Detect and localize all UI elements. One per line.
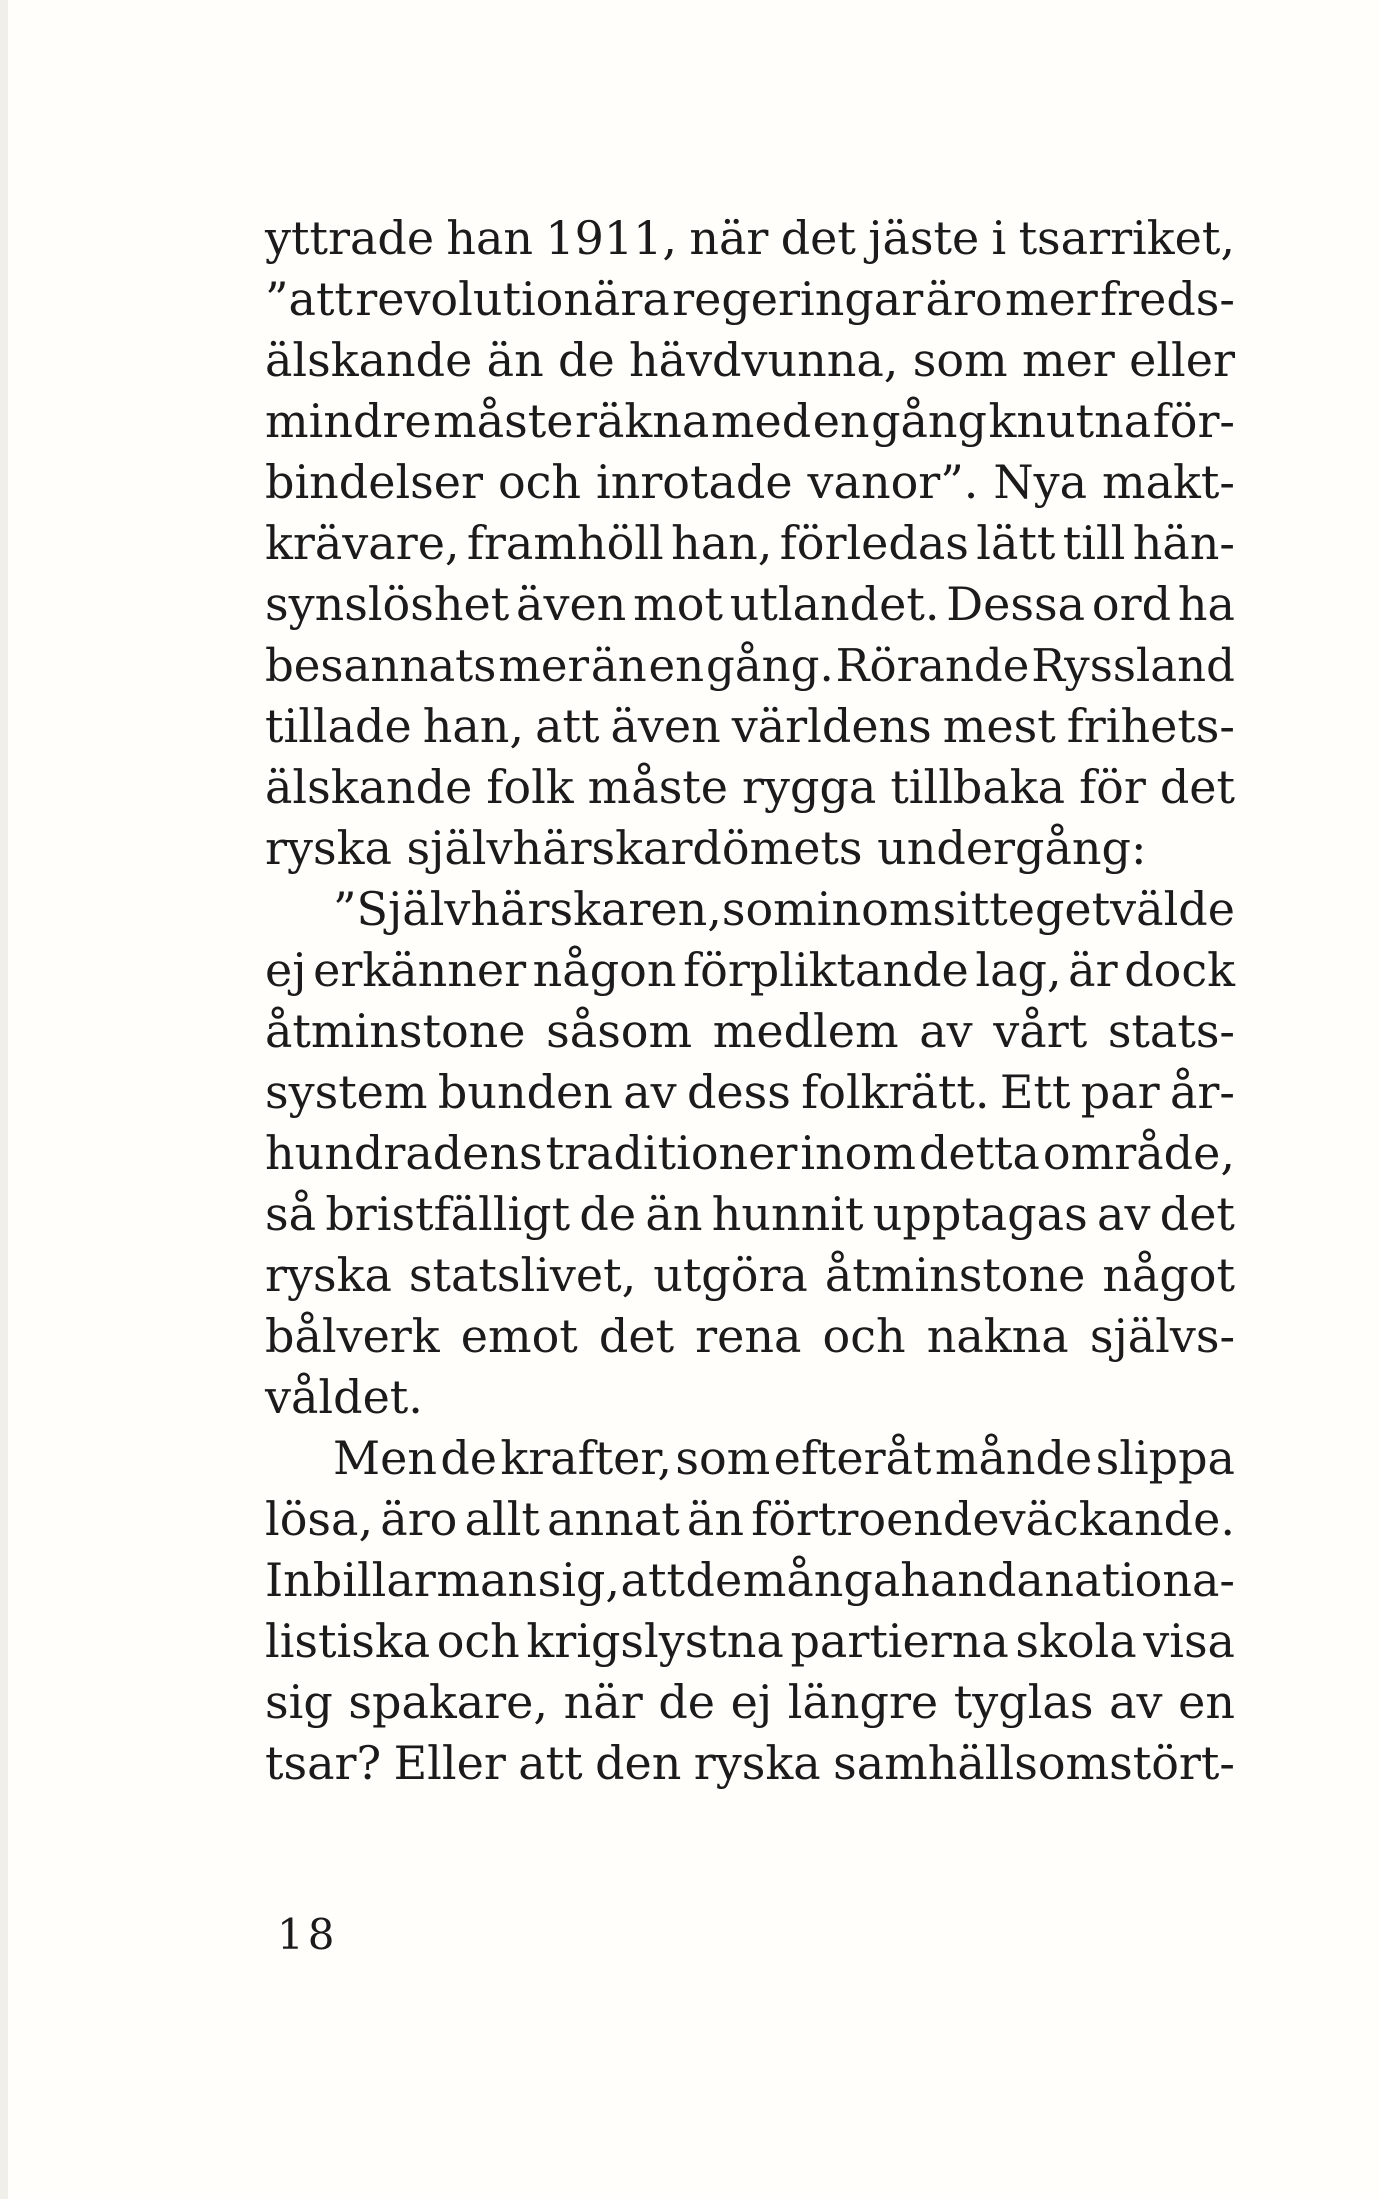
word: förledas [779,516,969,570]
word: Rörande [835,639,1030,692]
word: någon [532,943,677,997]
word: räkna [575,394,710,448]
text-line [265,1611,1235,1672]
word: medlem [712,1004,899,1058]
word: samhällsomstört- [833,1736,1235,1790]
word: synslöshet [265,577,510,631]
word: och [822,1309,906,1363]
word: av [1097,1187,1151,1241]
word: erkänner [313,943,527,997]
word: utgöra [653,1248,808,1302]
word: folkrätt. [801,1065,990,1119]
word: freds- [1100,272,1235,326]
word: som [721,882,817,936]
word: skola [1015,1614,1137,1668]
word: mer [1004,272,1098,326]
word: Inbillar [265,1553,436,1607]
word: nationa- [1044,1553,1235,1607]
word: mest [942,699,1056,753]
text-line [265,513,1235,574]
word: sig, [537,1553,620,1607]
word: Ett [999,1065,1071,1119]
text-line [265,940,1235,1001]
word: äro [925,272,1003,326]
word: världens [731,699,932,753]
word: ej [265,943,307,997]
word: gång [871,394,988,448]
word: den [595,1736,682,1790]
word: bristfälligt [325,1187,571,1241]
word: som [675,1431,771,1485]
word: till [1062,516,1126,570]
word: listiska [265,1614,431,1668]
word: det [1159,1187,1235,1241]
word: för [1079,760,1146,814]
word: en [812,394,870,448]
word: traditioner [545,1126,798,1180]
word: frihets- [1066,699,1235,753]
text-line [265,1489,1235,1550]
word: krigslystna [526,1614,784,1668]
word: statslivet, [408,1248,637,1302]
text-line [265,635,1235,696]
word: stats- [1107,1004,1235,1058]
word: system [265,1065,428,1119]
word: revolutionära [355,272,670,326]
word: nakna [926,1309,1069,1363]
word: bindelser [265,455,483,509]
word: såsom [546,1004,693,1058]
word: tyglas [953,1675,1094,1729]
word: regeringar [672,272,924,326]
word: de [558,333,615,387]
word: och [436,1614,520,1668]
word: krävare, [265,516,460,570]
text-line [265,574,1235,635]
word: bålverk [265,1309,440,1363]
word: bunden [437,1065,613,1119]
word: gång. [706,639,834,692]
word: att [535,699,600,753]
word: eller [1129,333,1235,387]
text-line [265,1245,1235,1306]
text-line [265,330,1235,391]
word: upptagas [872,1187,1088,1241]
word: förtroendeväckande. [751,1492,1235,1546]
word: vårt [993,1004,1088,1058]
word: hävdvunna, [629,333,899,387]
word: rena [695,1309,802,1363]
word: mer [498,639,590,692]
word: lag, [975,943,1062,997]
word: mindre [265,394,432,448]
word: ”Självhärskaren, [333,882,722,936]
word: folk [486,760,574,814]
word: lösa, [265,1492,374,1546]
word: ryska [265,1248,392,1302]
word: knutna [988,394,1152,448]
text-line [265,1062,1235,1123]
word: mångahanda [742,1553,1044,1607]
text-line: våldet. [265,1370,423,1424]
word: år- [1170,1065,1235,1119]
word: det [1159,760,1235,814]
word: man [436,1553,538,1607]
word: välde [1110,882,1235,936]
text-line [265,452,1235,513]
text-line [265,1184,1235,1245]
word: sig [265,1675,333,1729]
word: åtminstone [265,1004,526,1058]
text-line [265,1306,1235,1367]
word: ha [1177,577,1235,631]
text-line [265,269,1235,330]
text-line [265,1123,1235,1184]
word: hunnit [711,1187,864,1241]
word: äro [380,1492,458,1546]
word: av [1109,1675,1163,1729]
word: dess [686,1065,791,1119]
word: självs- [1089,1309,1235,1363]
word: tillade [265,699,412,753]
text-line [265,696,1235,757]
word: eget [1007,882,1111,936]
word: Nya [993,455,1088,509]
word: han, [671,516,773,570]
word: de [579,1187,637,1241]
word: älskande [265,760,473,814]
word: det [598,1309,675,1363]
text-line [265,391,1235,452]
word: han, [422,699,525,753]
word: de [658,1675,715,1729]
word: tsar? [265,1736,382,1790]
word: Dessa [946,577,1086,631]
word: Ryssland [1031,639,1235,692]
word: ”att [265,272,353,326]
word: allt [464,1492,540,1546]
word: ryska [693,1736,821,1790]
word: utlandet. [729,577,940,631]
word: ej [730,1675,773,1729]
word: än [590,639,647,692]
text-line-indented [265,1428,1235,1489]
word: jäste [868,211,980,265]
word: längre [787,1675,939,1729]
page-edge [0,0,8,2199]
word: hundradens [265,1126,543,1180]
word: även [516,577,627,631]
word: och [497,455,582,509]
word: än [486,333,544,387]
word: efteråt [773,1431,932,1485]
word: när [563,1675,643,1729]
word: de [440,1431,497,1485]
word: spakare, [348,1675,549,1729]
word: lätt [976,516,1056,570]
word: förpliktande [683,943,969,997]
word: dock [1124,943,1235,997]
word: vanor”. [807,455,979,509]
word: för- [1152,394,1235,448]
word: annat [547,1492,680,1546]
word: inom [816,882,933,936]
text-line [265,1733,1235,1794]
word: något [1102,1248,1235,1302]
word: hän- [1132,516,1235,570]
word: än [686,1492,744,1546]
word: månde [934,1431,1093,1485]
text-line [265,208,1235,269]
text-line [265,757,1235,818]
word: inrotade [595,455,793,509]
word: område, [1042,1126,1235,1180]
word: en [648,639,705,692]
word: i [991,211,1007,265]
word: inom [800,1126,916,1180]
word: han [446,211,534,265]
page-number: 18 [277,1910,339,1959]
word: av [919,1004,973,1058]
word: framhöll [466,516,664,570]
word: de [685,1553,743,1607]
word: älskande [265,333,473,387]
word: när [689,211,769,265]
word: detta [918,1126,1040,1180]
word: tillbaka [890,760,1066,814]
word: krafter, [500,1431,672,1485]
body-text [265,208,1235,1794]
word: Eller [393,1736,506,1790]
word: så [265,1187,317,1241]
text-line-indented [265,879,1235,940]
word: Men [333,1431,437,1485]
text-line [265,1672,1235,1733]
word: att [518,1736,583,1790]
word: par [1080,1065,1160,1119]
word: det [780,211,856,265]
text-line [265,1550,1235,1611]
word: är [1068,943,1118,997]
word: att [620,1553,685,1607]
text-line: ryska självhärskardömets undergång: [265,821,1147,875]
word: slippa [1095,1431,1235,1485]
word: en [1178,1675,1235,1729]
text-line [265,1001,1235,1062]
word: än [645,1187,703,1241]
word: måste [587,760,729,814]
word: yttrade [265,211,435,265]
word: måste [433,394,574,448]
word: som [912,333,1008,387]
word: 1911, [545,211,678,265]
word: emot [460,1309,578,1363]
word: sitt [932,882,1008,936]
word: även [610,699,721,753]
word: rygga [742,760,877,814]
word: mer [1021,333,1115,387]
word: tsarriket, [1018,211,1235,265]
word: med [710,394,812,448]
word: partierna [790,1614,1009,1668]
word: mot [633,577,723,631]
word: åtminstone [824,1248,1086,1302]
word: av [623,1065,677,1119]
word: besannats [265,639,497,692]
word: makt- [1102,455,1235,509]
word: ord [1091,577,1172,631]
word: visa [1143,1614,1235,1668]
